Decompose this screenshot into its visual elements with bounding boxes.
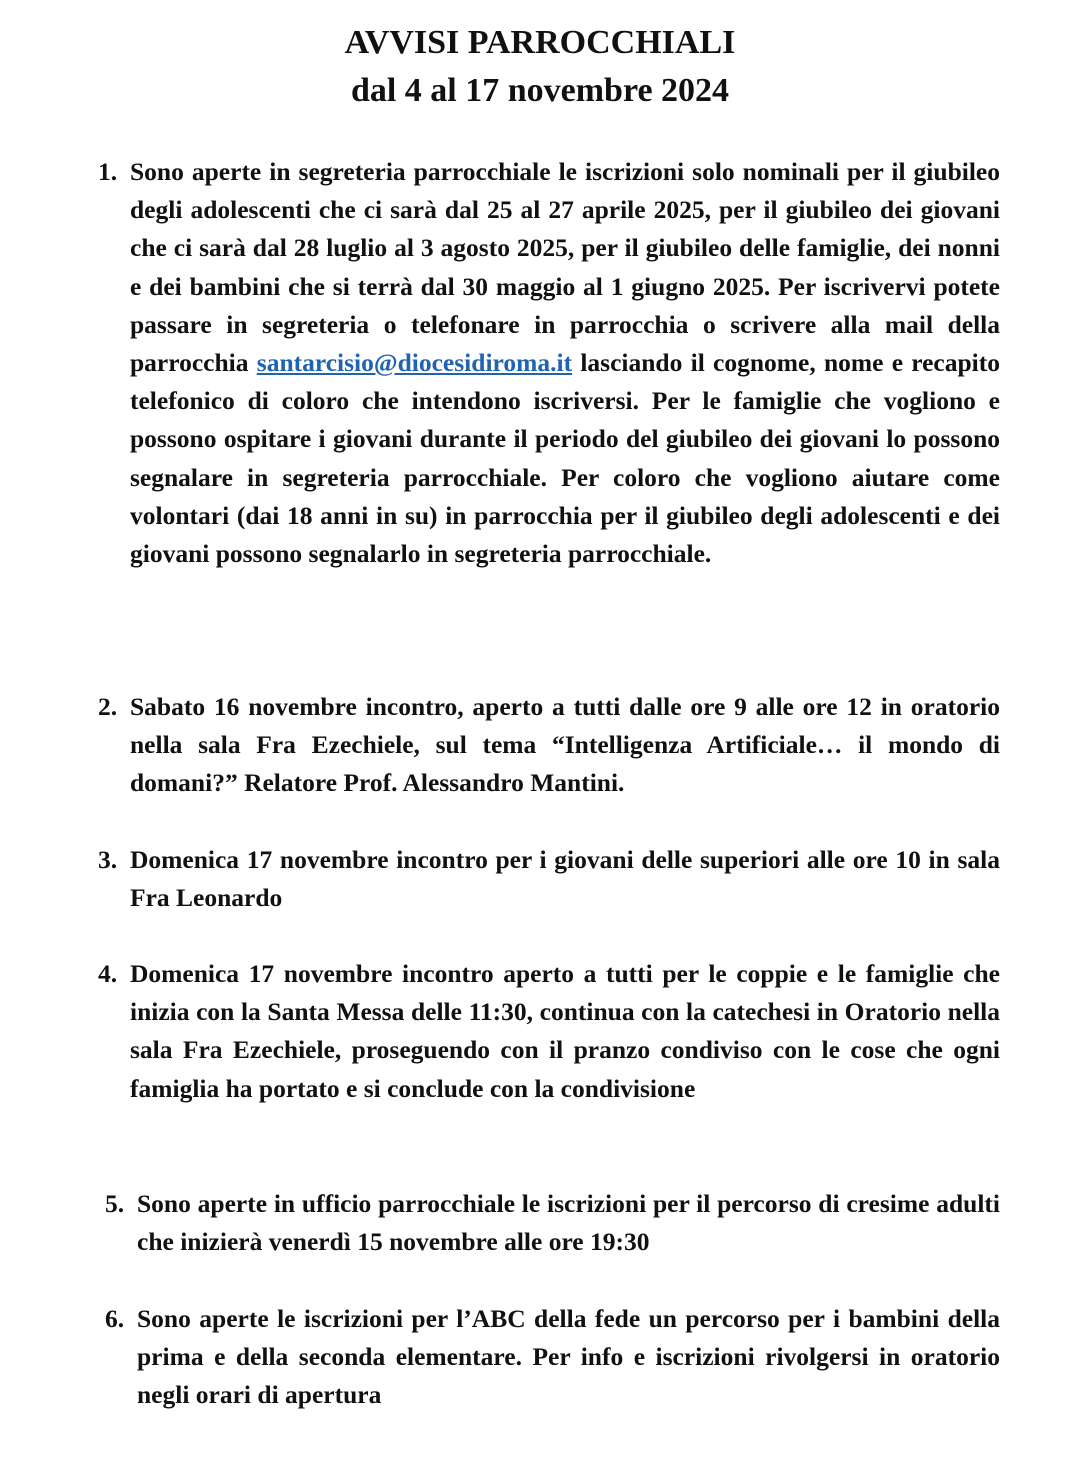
notice-item-2: [98, 688, 1000, 803]
notice-item-1: [98, 153, 1001, 573]
notice-text: Sabato 16 novembre incontro, aperto a tutti dalle ore 9 alle ore 12 in oratorio nella sala Fra Ezechiele, sul tema “Intelligenza Artificiale… il mondo di domani?” Relatore Prof. Alessandro Mantini.: [130, 692, 1000, 798]
notice-item-5: [105, 1185, 1000, 1261]
notice-item-3: [98, 841, 1000, 917]
notice-text: Sono aperte in ufficio parrocchiale le iscrizioni per il percorso di cresime adulti che inizierà venerdì 15 novembre alle ore 19:30: [137, 1189, 1000, 1257]
notice-text: Domenica 17 novembre incontro aperto a tutti per le coppie e le famiglie che inizia con la Santa Messa delle 11:30, continua con la catechesi in Oratorio nella sala Fra Ezechiele, proseguendo con il pranzo condiviso con le cose che ogni famiglia ha portato e si conclude con la condivisione: [130, 959, 1000, 1103]
notice-text: Domenica 17 novembre incontro per i giovani delle superiori alle ore 10 in sala Fra Leonardo: [130, 845, 1000, 913]
notice-text: [130, 153, 1000, 573]
page-subtitle: dal 4 al 17 novembre 2024: [350, 72, 730, 109]
notice-number: 1.: [98, 157, 118, 186]
notice-number: 2.: [98, 692, 118, 721]
notice-number: 5.: [105, 1189, 125, 1218]
notice-number: 6.: [105, 1304, 125, 1333]
notice-item-4: [98, 955, 1000, 1108]
notice-number: 4.: [98, 959, 118, 988]
page-title: AVVISI PARROCCHIALI: [344, 24, 736, 61]
notice-number: 3.: [98, 845, 118, 874]
notice-text-part: lasciando il cognome, nome e recapito telefonico di coloro che intendono iscriversi. Per le famiglie che vogliono e possono ospitare i giovani durante il periodo del giubileo dei giovani lo possono segnalare in segreteria parrocchiale. Per coloro che vogliono aiutare come volontari (dai 18 anni in su) in parrocchia per il giubileo degli adolescenti e dei giovani possono segnalarlo in segreteria parrocchiale.: [130, 348, 1001, 569]
notice-text: Sono aperte le iscrizioni per l’ABC della fede un percorso per i bambini della prima e della seconda elementare. Per info e iscrizioni rivolgersi in oratorio negli orari di apertura: [137, 1304, 1000, 1410]
email-link[interactable]: santarcisio@diocesidiroma.it: [256, 348, 573, 378]
notice-text-part: Sono aperte in segreteria parrocchiale le iscrizioni solo nominali per il giubileo degli adolescenti che ci sarà dal 25 al 27 aprile 2025, per il giubileo dei giovani che ci sarà dal 28 luglio al 3 agosto 2025, per il giubileo delle famiglie, dei nonni e dei bambini che si terrà dal 30 maggio al 1 giugno 2025. Per iscrivervi potete passare in segreteria o telefonare in parrocchia o scrivere alla mail della parrocchia: [130, 157, 1000, 378]
notice-item-6: [105, 1300, 1000, 1415]
